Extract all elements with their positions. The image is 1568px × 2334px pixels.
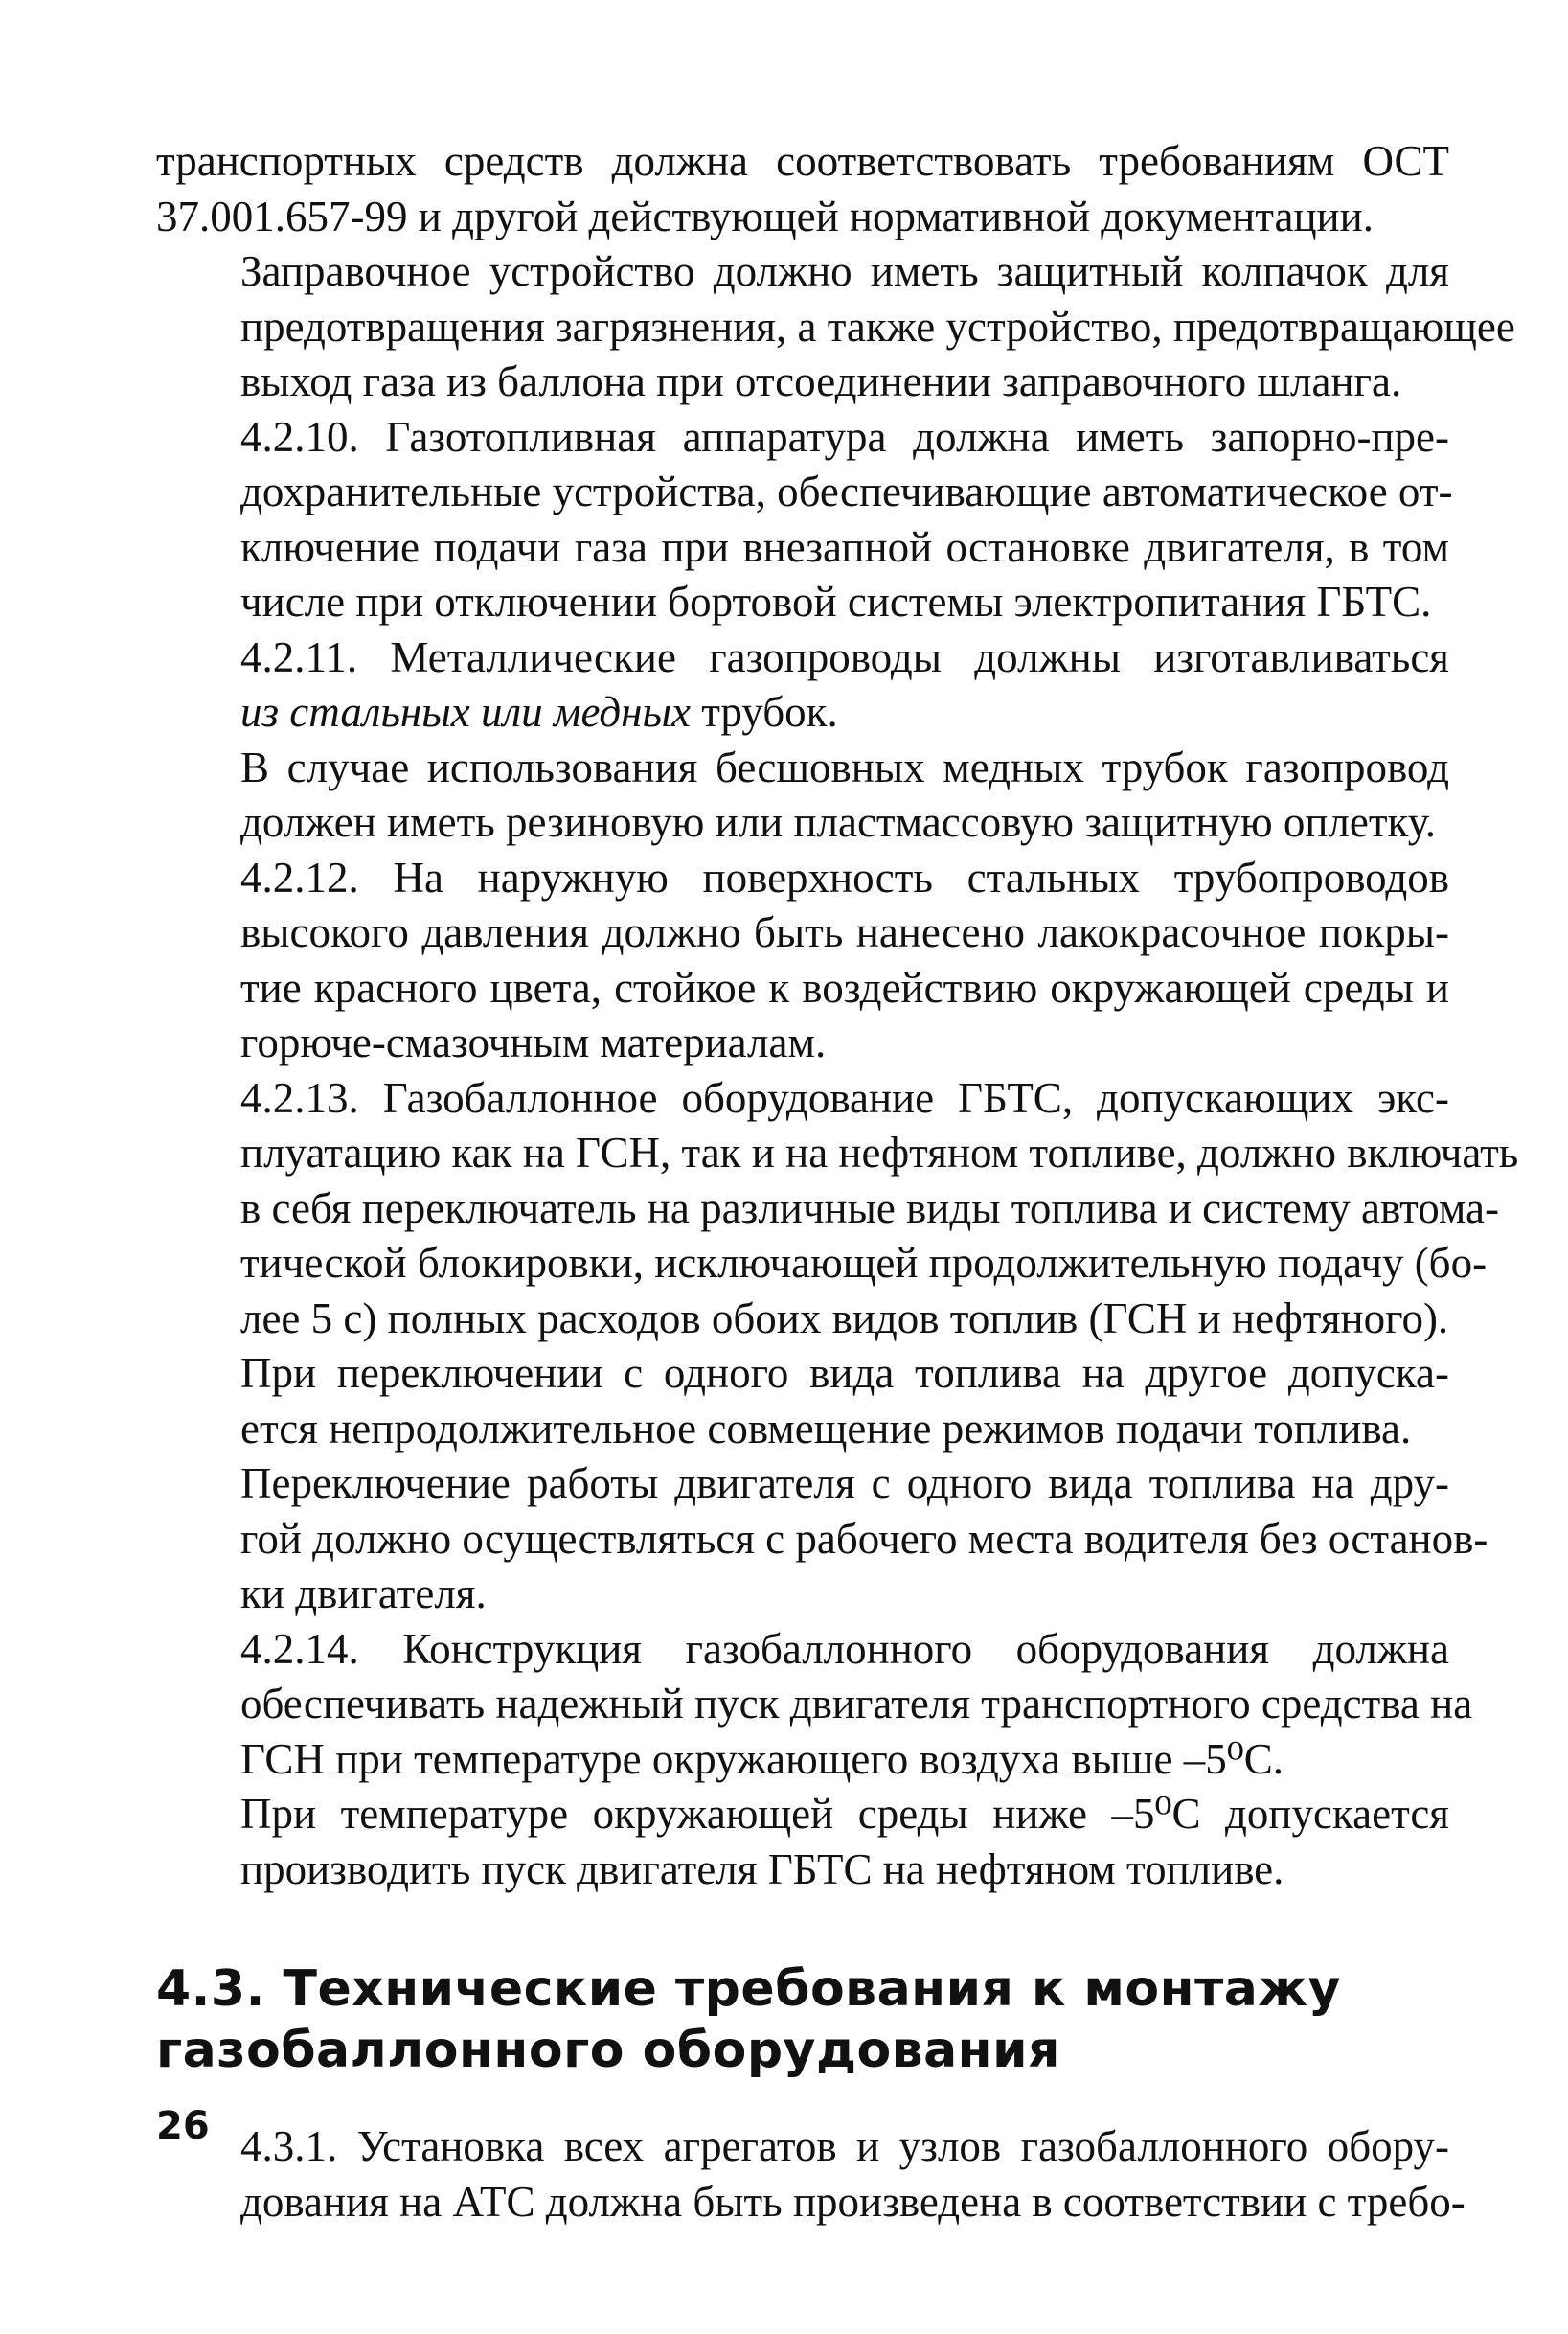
text-line: плуатацию как на ГСН, так и на нефтяном топливе, должно включать xyxy=(240,1129,1519,1177)
text-line: 4.2.10. Газотопливная аппаратура должна иметь запорно-пре- xyxy=(240,412,1449,461)
text-line: 4.2.14. Конструкция газобаллонного оборудования должна xyxy=(240,1624,1449,1673)
page-body xyxy=(156,134,1519,2230)
text-line: выход газа из баллона при отсоединении заправочного шланга. xyxy=(240,357,1402,405)
text-line: гой должно осуществляться с рабочего места водителя без останов- xyxy=(240,1514,1488,1563)
text-line: 4.2.12. На наружную поверхность стальных трубопроводов xyxy=(240,853,1449,902)
text-line: 4.2.11. Металлические газопроводы должны изготавливаться xyxy=(240,632,1449,681)
paragraph xyxy=(156,1071,1519,1347)
paragraph xyxy=(156,1787,1449,1897)
text-line: В случае использования бесшовных медных трубок газопровод xyxy=(240,743,1449,791)
text-line: ки двигателя. xyxy=(240,1569,487,1617)
paragraph xyxy=(156,244,1515,410)
text-line: ГСН при температуре окружающего воздуха выше –5⁰С. xyxy=(240,1734,1284,1783)
text-line: предотвращения загрязнения, а также устройство, предотвращающее xyxy=(240,302,1515,351)
paragraph xyxy=(156,741,1449,851)
text-line: числе при отключении бортовой системы электропитания ГБТС. xyxy=(240,578,1432,626)
page-number: 26 xyxy=(156,2104,210,2148)
paragraph xyxy=(156,410,1453,630)
paragraph xyxy=(156,630,1449,741)
text-line: высокого давления должно быть нанесено лакокрасочное покры- xyxy=(240,908,1449,956)
paragraphs-before-heading xyxy=(156,134,1519,1897)
section-heading xyxy=(156,1958,1449,2081)
text-line: производить пуск двигателя ГБТС на нефтяном топливе. xyxy=(240,1844,1284,1893)
text-line: ключение подачи газа при внезапной остановке двигателя, в том xyxy=(240,522,1449,571)
text-line: в себя переключатель на различные виды топлива и систему автома- xyxy=(240,1183,1499,1232)
text-line: из стальных или медных трубок. xyxy=(240,688,838,736)
paragraph xyxy=(156,134,1449,244)
text-line: При переключении с одного вида топлива на другое допуска- xyxy=(240,1349,1449,1397)
heading-line: 4.3. Технические требования к монтажу xyxy=(156,1960,1341,2018)
text-line: 37.001.657-99 и другой действующей нормативной документации. xyxy=(156,192,1374,240)
text-line: лее 5 с) полных расходов обоих видов топлив (ГСН и нефтяного). xyxy=(240,1293,1449,1342)
text-line: 4.3.1. Установка всех агрегатов и узлов газобаллонного обору- xyxy=(240,2122,1449,2170)
text-line: При температуре окружающей среды ниже –5⁰С допускается xyxy=(240,1790,1449,1838)
paragraphs-after-heading xyxy=(156,2119,1466,2230)
text-line: Заправочное устройство должно иметь защитный колпачок для xyxy=(240,247,1449,295)
paragraph xyxy=(156,851,1449,1071)
text-line: Переключение работы двигателя с одного вида топлива на дру- xyxy=(240,1459,1449,1507)
text-line: дохранительные устройства, обеспечивающие автоматическое от- xyxy=(240,468,1453,515)
text-line: 4.2.13. Газобаллонное оборудование ГБТС, допускающих экс- xyxy=(240,1073,1449,1122)
paragraph xyxy=(156,1456,1488,1622)
text-line: дования на АТС должна быть произведена в соответствии с требо- xyxy=(240,2177,1466,2226)
text-line: обеспечивать надежный пуск двигателя транспортного средства на xyxy=(240,1680,1473,1728)
text-line: транспортных средств должна соответствовать требованиям ОСТ xyxy=(156,137,1449,185)
heading-line: газобаллонного оборудования xyxy=(156,2022,1060,2079)
text-line: тической блокировки, исключающей продолжительную подачу (бо- xyxy=(240,1239,1488,1287)
text-line: тие красного цвета, стойкое к воздействию окружающей среды и xyxy=(240,963,1449,1012)
paragraph xyxy=(156,1346,1449,1456)
text-line: горюче-смазочным материалам. xyxy=(240,1018,827,1066)
text-line: должен иметь резиновую или пластмассовую защитную оплетку. xyxy=(240,798,1437,846)
paragraph xyxy=(156,2119,1466,2230)
paragraph xyxy=(156,1622,1473,1788)
italic-text: из стальных или медных xyxy=(240,688,691,736)
text-line: ется непродолжительное совмещение режимов подачи топлива. xyxy=(240,1404,1412,1453)
